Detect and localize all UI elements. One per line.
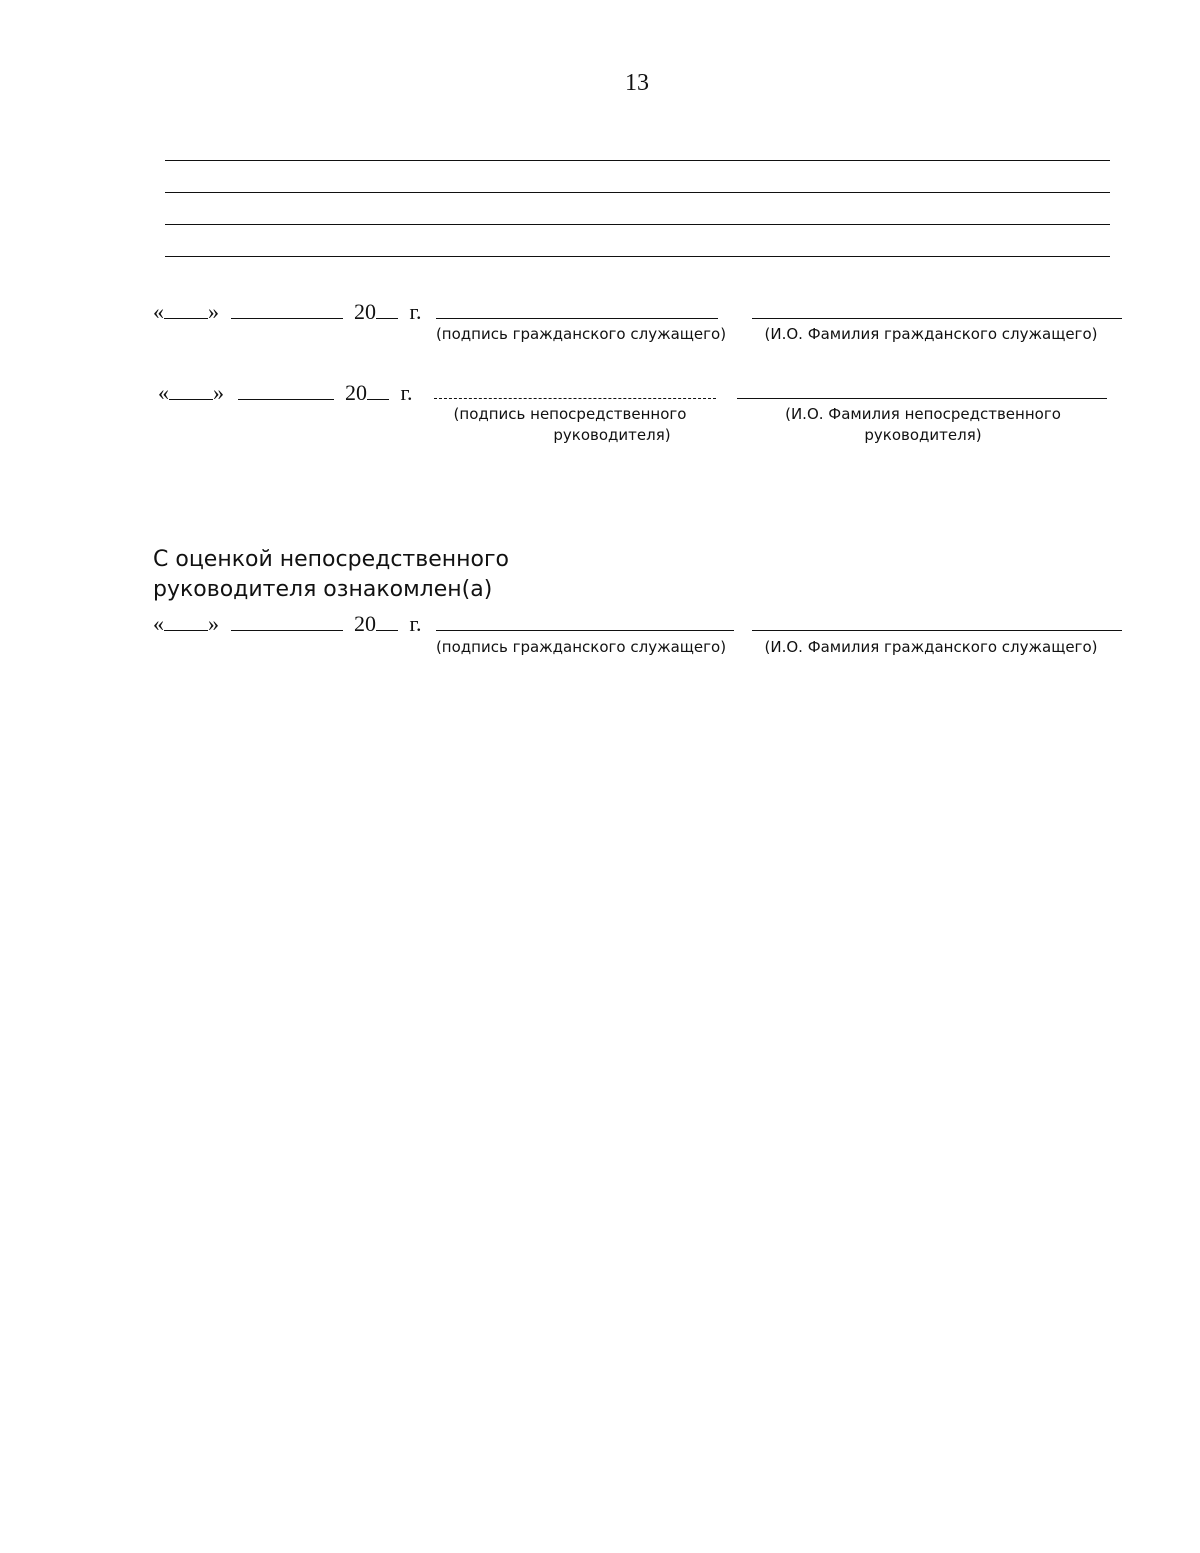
blank-line-2[interactable] — [165, 192, 1110, 193]
signature-caption-2-line2: руководителя) — [553, 426, 671, 444]
acknowledgement-line-2: руководителя ознакомлен(а) — [153, 577, 493, 602]
open-quote: « — [158, 380, 169, 405]
month-blank[interactable] — [231, 300, 343, 319]
name-line-3[interactable] — [752, 630, 1122, 631]
name-line-1[interactable] — [752, 318, 1122, 319]
blank-line-3[interactable] — [165, 224, 1110, 225]
signature-line-2[interactable] — [434, 398, 716, 399]
blank-line-4[interactable] — [165, 256, 1110, 257]
year-blank[interactable] — [376, 300, 398, 319]
day-blank[interactable] — [164, 300, 208, 319]
signature-caption-2-line1: (подпись непосредственного — [453, 405, 687, 423]
signature-line-3[interactable] — [436, 630, 734, 631]
year-prefix: 20 — [345, 380, 367, 405]
year-suffix: г. — [400, 380, 413, 405]
day-blank[interactable] — [169, 381, 213, 400]
acknowledgement-heading — [153, 545, 509, 605]
date-field-3 — [153, 612, 422, 635]
date-field-1 — [153, 300, 422, 323]
year-suffix: г. — [409, 299, 422, 324]
year-suffix: г. — [409, 611, 422, 636]
signature-line-1[interactable] — [436, 318, 718, 319]
acknowledgement-line-1: С оценкой непосредственного — [153, 547, 509, 572]
month-blank[interactable] — [238, 381, 334, 400]
page-number: 13 — [625, 70, 649, 96]
signature-caption-2 — [440, 404, 700, 446]
signature-caption-3: (подпись гражданского служащего) — [435, 638, 727, 656]
day-blank[interactable] — [164, 612, 208, 631]
close-quote: » — [213, 380, 224, 405]
close-quote: » — [208, 299, 219, 324]
date-field-2 — [158, 381, 413, 404]
name-caption-3: (И.О. Фамилия гражданского служащего) — [764, 638, 1098, 656]
month-blank[interactable] — [231, 612, 343, 631]
name-caption-2-line1: (И.О. Фамилия непосредственного — [785, 405, 1061, 423]
name-caption-1: (И.О. Фамилия гражданского служащего) — [764, 325, 1098, 343]
year-blank[interactable] — [376, 612, 398, 631]
open-quote: « — [153, 611, 164, 636]
blank-line-1[interactable] — [165, 160, 1110, 161]
signature-caption-1: (подпись гражданского служащего) — [435, 325, 727, 343]
year-blank[interactable] — [367, 381, 389, 400]
year-prefix: 20 — [354, 611, 376, 636]
name-caption-2 — [758, 404, 1088, 446]
year-prefix: 20 — [354, 299, 376, 324]
name-line-2[interactable] — [737, 398, 1107, 399]
open-quote: « — [153, 299, 164, 324]
close-quote: » — [208, 611, 219, 636]
name-caption-2-line2: руководителя) — [864, 426, 982, 444]
